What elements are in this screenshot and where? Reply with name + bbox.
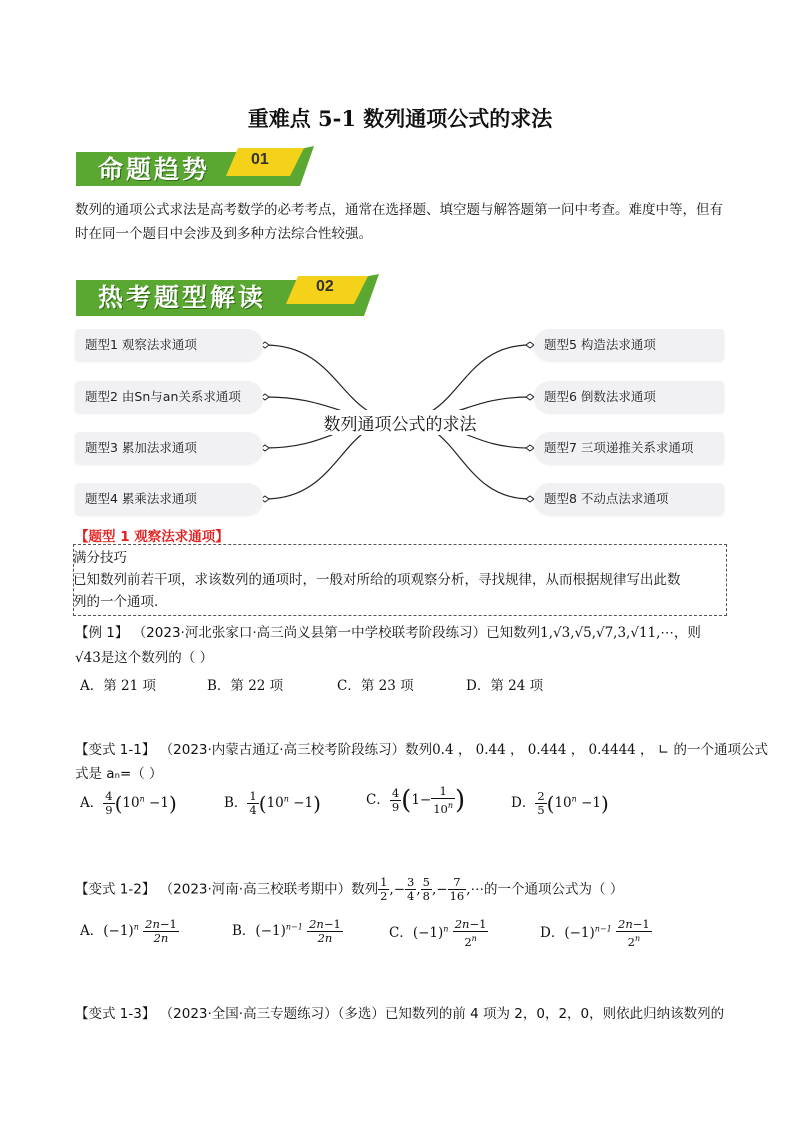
mindmap-center: 数列通项公式的求法 xyxy=(300,410,500,435)
option-d: D．第 24 项 xyxy=(466,678,544,694)
mindmap-item-type2: 题型2 由Sn与an关系求通项 xyxy=(75,381,263,413)
example1-stem xyxy=(75,621,701,641)
mindmap-item-type7: 题型7 三项递推关系求通项 xyxy=(534,432,724,464)
example-question-text: 是这个数列的（ ） xyxy=(100,650,214,666)
section-label: 热考题型解读 xyxy=(98,283,267,312)
variant-sequence: 0.4 ， 0.44 ， 0.444 ， 0.4444 ， ∟ xyxy=(432,742,670,758)
mindmap-item-type1: 题型1 观察法求通项 xyxy=(75,329,263,361)
variant13-stem xyxy=(75,1002,724,1022)
tip-body-line1: 已知数列前若干项，求该数列的通项时，一般对所给的项观察分析，寻找规律，从而根据规律写出此数 xyxy=(73,572,681,588)
option-b: B．$(-1)^{n-1}$ $\frac{2n-1}{2n}$ xyxy=(232,917,341,945)
option-d: D． $\frac{2}{5}$ $(10^n -1)$ xyxy=(511,789,609,817)
variant11-stem xyxy=(75,738,768,758)
example-tag: 【例 1】 xyxy=(75,625,129,641)
mindmap-item-type8: 题型8 不动点法求通项 xyxy=(534,483,724,515)
variant12-stem: 【变式 1-2】 （2023·河南·高三校联考期中）数列 $\frac{1}{2}$ ,− $\frac{3}{4}$ , $\frac{5}{8}$ ,− $\frac{7}{16}$ ,⋯的一个通项公式为（ ） xyxy=(75,875,624,903)
example-root: √43 xyxy=(75,650,101,666)
variant-text: （2023·全国·高三专题练习）（多选）已知数列的前 4 项为 2，0，2，0，则依此归纳该数列的 xyxy=(159,1006,725,1022)
variant11-question: 式是 aₙ=（ ） xyxy=(75,766,163,782)
variant-source: （2023·河南·高三校联考期中）数列 xyxy=(159,881,379,898)
mindmap-item-type5: 题型5 构造法求通项 xyxy=(534,329,724,361)
variant-tag: 【变式 1-1】 xyxy=(75,742,156,758)
section-banner-trend xyxy=(76,146,316,186)
option-d: D．$(-1)^{n-1}$ $\frac{2n-1}{2^n}$ xyxy=(540,917,650,949)
section-label: 命题趋势 xyxy=(98,155,211,184)
example-sequence: 1,√3,√5,√7,3,√11,⋯ xyxy=(540,625,674,641)
option-b: B． $\frac{1}{4}$ $(10^n -1)$ xyxy=(224,789,321,817)
section-banner-types xyxy=(76,274,381,314)
variant-tag: 【变式 1-3】 xyxy=(75,1006,156,1022)
option-a: A．$(-1)^n$ $\frac{2n-1}{2n}$ xyxy=(80,917,177,945)
variant-tail: 的一个通项公式 xyxy=(669,742,768,758)
example1-question xyxy=(75,646,213,666)
option-b: B．第 22 项 xyxy=(207,678,284,694)
section-number: 01 xyxy=(251,151,269,168)
option-a: A． $\frac{4}{9}$ $(10^n -1)$ xyxy=(80,789,177,817)
type1-heading: 【题型 1 观察法求通项】 xyxy=(75,529,229,545)
intro-paragraph: 数列的通项公式求法是高考数学的必考考点，通常在选择题、填空题与解答题第一问中考查。难度中等，但有时在同一个题目中会涉及到多种方法综合性较强。 xyxy=(75,202,723,242)
option-a: A．第 21 项 xyxy=(80,678,157,694)
page-title: 重难点 5-1 数列通项公式的求法 xyxy=(247,106,553,131)
example-source: （2023·河北张家口·高三尚义县第一中学校联考阶段练习）已知数列 xyxy=(132,625,541,641)
variant-source: （2023·内蒙古通辽·高三校考阶段练习）数列 xyxy=(159,742,433,758)
option-c: C．$(-1)^n$ $\frac{2n-1}{2^n}$ xyxy=(389,917,487,949)
section-number: 02 xyxy=(316,278,334,295)
tip-body-line2: 列的一个通项. xyxy=(73,594,159,610)
example-tail: ，则 xyxy=(673,625,701,641)
variant-tag: 【变式 1-2】 xyxy=(75,881,156,898)
variant-tail: 的一个通项公式为（ ） xyxy=(484,881,624,898)
mindmap-item-type3: 题型3 累加法求通项 xyxy=(75,432,263,464)
tip-title: 满分技巧 xyxy=(73,550,127,566)
option-c: C． $\frac{4}{9}$ (1− $\frac{1}{10^n}$ ) xyxy=(366,784,466,816)
tip-box xyxy=(73,544,727,616)
option-c: C．第 23 项 xyxy=(337,678,414,694)
mindmap-item-type4: 题型4 累乘法求通项 xyxy=(75,483,263,515)
mindmap-item-type6: 题型6 倒数法求通项 xyxy=(534,381,724,413)
